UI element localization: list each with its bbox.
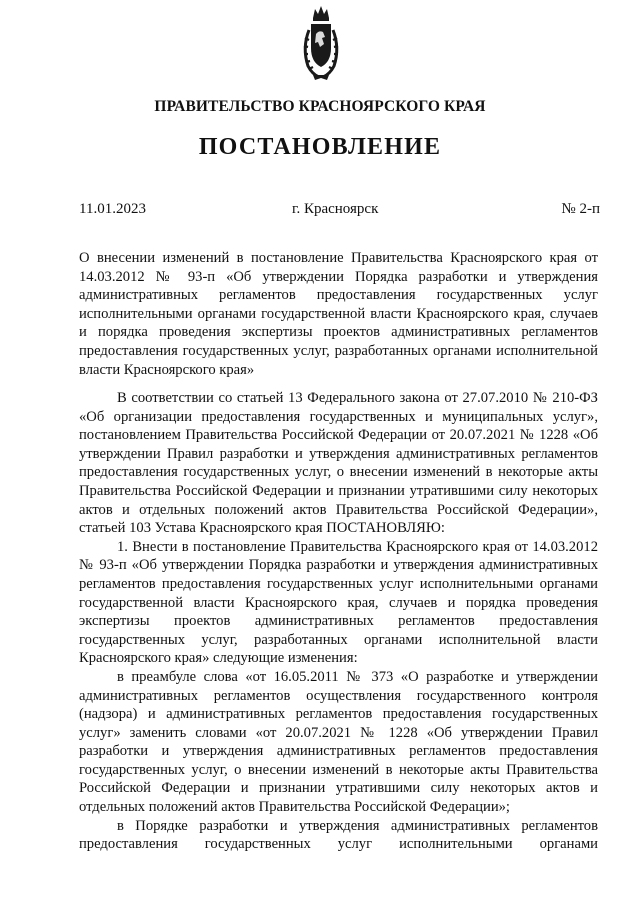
amendment-procedure-paragraph: в Порядке разработки и утверждения административных регламентов предоставления государственных услуг исполнительными органами <box>79 817 598 853</box>
document-type-title: ПОСТАНОВЛЕНИЕ <box>198 134 442 160</box>
coat-of-arms-icon <box>300 4 342 84</box>
document-subject: О внесении изменений в постановление Правительства Красноярского края от 14.03.2012 № 93-п «Об утверждении Порядка разработки и утверждения административных регламентов предоставления государственных услуг исполнительными органами государственной власти Красноярского края, случаев и порядка проведения экспертизы проектов административных регламентов предоставления государственных услуг, разработанных органами исполнительной власти Красноярского края» <box>79 250 598 378</box>
document-city: г. Красноярск <box>292 201 379 217</box>
amendment-preamble-paragraph: в преамбуле слова «от 16.05.2011 № 373 «О разработке и утверждении административных регламентов осуществления государственного контроля (надзора) и административных регламентов предоставления государственных услуг» заменить словами «от 20.07.2021 № 1228 «Об утверждении Правил разработки и утверждения административных регламентов предоставления государственных услуг, о внесении изменений в некоторые акты Правительства Российской Федерации и признании утратившими силу некоторых актов и отдельных положений актов Правительства Российской Федерации»; <box>79 668 598 816</box>
government-title: ПРАВИТЕЛЬСТВО КРАСНОЯРСКОГО КРАЯ <box>154 98 486 115</box>
document-number: № 2-п <box>561 201 600 217</box>
document-date: 11.01.2023 <box>79 201 146 217</box>
document-body <box>79 389 598 854</box>
item-1-paragraph: 1. Внести в постановление Правительства Красноярского края от 14.03.2012 № 93-п «Об утверждении Порядка разработки и утверждения административных регламентов предоставления государственных услуг исполнительными органами государственной власти Красноярского края, случаев и порядка проведения экспертизы проектов административных регламентов предоставления государственных услуг, разработанных органами исполнительной власти Красноярского края» следующие изменения: <box>79 538 598 667</box>
preamble-paragraph: В соответствии со статьей 13 Федерального закона от 27.07.2010 № 210-ФЗ «Об организации предоставления государственных и муниципальных услуг», постановлением Правительства Российской Федерации от 20.07.2021 № 1228 «Об утверждении Правил разработки и утверждения административных регламентов предоставления государственных услуг, о внесении изменений в некоторые акты Правительства Российской Федерации и признании утратившими силу некоторых актов и отдельных положений актов Правительства Российской Федерации», статьей 103 Устава Красноярского края ПОСТАНОВЛЯЮ: <box>79 390 598 537</box>
